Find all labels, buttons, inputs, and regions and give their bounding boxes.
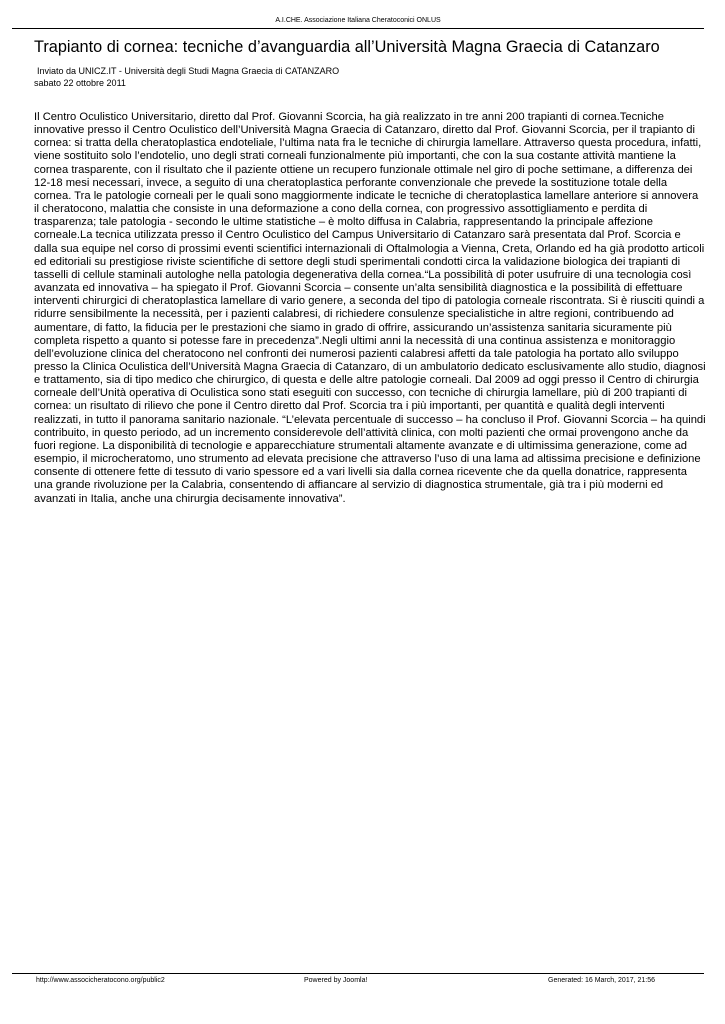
footer-url[interactable]: http://www.associcheratocono.org/public2 bbox=[36, 977, 165, 984]
article-meta bbox=[34, 66, 694, 89]
footer-divider bbox=[12, 973, 704, 974]
article-author-line: Inviato da UNICZ.IT - Università degli Studi Magna Graecia di CATANZARO bbox=[37, 66, 340, 76]
article-body: Il Centro Oculistico Universitario, diretto dal Prof. Giovanni Scorcia, ha già realizzato in tre anni 200 trapianti di cornea.Tecniche innovative presso il Centro Oculistico dell’Università Magna Graecia di Catanzaro, diretto dal Prof. Giovanni Scorcia, per il trapianto di cornea: si tratta della cheratoplastica endoteliale, l’ultima nata fra le tecniche di chirurgia lamellare. Attraverso questa procedura, infatti, viene sostituito solo l’endotelio, uno degli strati corneali funzionalmente più importanti, che con la sua costante attività mantiene la cornea trasparente, con il risultato che il paziente ottiene un recupero funzionale ottimale nel giro di poche settimane, a differenza dei 12-18 mesi necessari, invece, a seguito di una cheratoplastica perforante convenzionale che prevede la sostituzione totale della cornea. Tra le patologie corneali per le quali sono maggiormente indicate le tecniche di cheratoplastica lamellare anteriore si annovera il cheratocono, malattia che consiste in una deformazione a cono della cornea, con progressivo assottigliamento e perdita di trasparenza; tale patologia - secondo le ultime statistiche – è molto diffusa in Calabria, rappresentando la principale affezione corneale.La tecnica utilizzata presso il Centro Oculistico del Campus Universitario di Catanzaro sarà presentata dal Prof. Scorcia e dalla sua equipe nel corso di prossimi eventi scientifici internazionali di Oftalmologia a Vienna, Creta, Orlando ed ha già prodotto articoli ed editoriali su prestigiose riviste scientifiche di settore degli studi sperimentali condotti circa la validazione biologica dei trapianti di tasselli di cellule staminali autologhe nella patologia degenerativa della cornea.“La possibilità di poter usufruire di una tecnologia così avanzata ed innovativa – ha spiegato il Prof. Giovanni Scorcia – consente un’alta sensibilità diagnostica e la possibilità di effettuare interventi chirurgici di cheratoplastica lamellare di vario genere, a seconda del tipo di patologia corneale riscontrata. Si è riusciti quindi a ridurre sensibilmente la necessità, per i pazienti calabresi, di richiedere consulenze specialistiche in altre regioni, contribuendo ad aumentare, di fatto, la fiducia per le prestazioni che siamo in grado di offrire, assicurando un’assistenza sanitaria sicuramente più completa rispetto a quanto si potesse fare in precedenza”.Negli ultimi anni la necessità di una continua assistenza e monitoraggio dell’evoluzione clinica del cheratocono nel confronti dei numerosi pazienti calabresi affetti da tale patologia ha portato allo sviluppo presso la Clinica Oculistica dell’Università Magna Graecia di Catanzaro, di un ambulatorio dedicato esclusivamente allo studio, diagnosi e trattamento, sia di tipo medico che chirurgico, di questa e delle altre patologie corneali. Dal 2009 ad oggi presso il Centro di chirurgia corneale dell’Unità operativa di Oculistica sono stati eseguiti con successo, con tecniche di chirurgia lamellare, più di 200 trapianti di cornea: un risultato di rilievo che pone il Centro diretto dal Prof. Scorcia tra i più importanti, per quantità e qualità degli interventi realizzati, in tutto il panorama sanitario nazionale. “L’elevata percentuale di successo – ha concluso il Prof. Giovanni Scorcia – ha quindi contribuito, in questo periodo, ad un incremento considerevole dell’attività clinica, con molti pazienti che ormai provengono anche da fuori regione. La disponibilità di tecnologie e apparecchiature strumentali altamente avanzate e di ultimissima generazione, come ad esempio, il microcheratomo, uno strumento ad elevata precisione che attraverso l’uso di una lama ad altissima precisione e definizione consente di ottenere fette di tessuto di vario spessore ed a vari livelli sia dalla cornea ricevente che da quella donatrice, rappresenta una grande rivoluzione per la Calabria, consentendo di affiancare al servizio di diagnostica strumentale, già tra i più moderni ed avanzati in Italia, anche una chirurgia decisamente innovativa”. bbox=[34, 111, 706, 505]
footer-powered-by: Powered by Joomla! bbox=[304, 977, 368, 984]
header-divider bbox=[12, 28, 704, 29]
footer-generated: Generated: 16 March, 2017, 21:56 bbox=[548, 977, 656, 984]
site-header: A.I.CHE. Associazione Italiana Cheratoconici ONLUS bbox=[275, 17, 441, 24]
article-date: sabato 22 ottobre 2011 bbox=[34, 77, 126, 88]
article-title: Trapianto di cornea: tecniche d’avanguardia all’Università Magna Graecia di Catanzaro bbox=[34, 38, 660, 56]
